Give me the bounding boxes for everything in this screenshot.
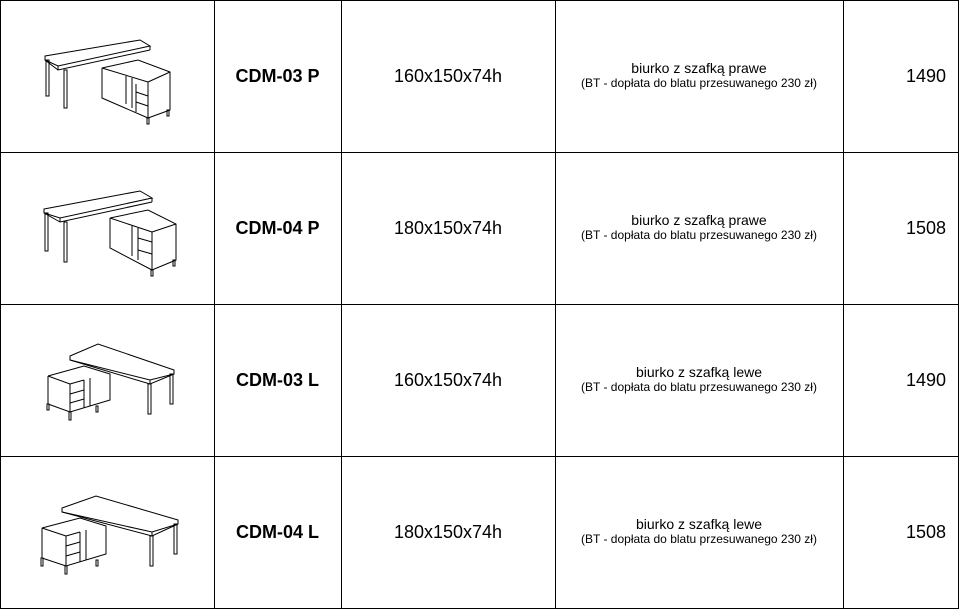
- product-price-text: 1508: [905, 217, 946, 238]
- product-price: [843, 456, 958, 608]
- product-code-text: CDM-03 L: [235, 369, 319, 390]
- description-line-2: (BT - dopłata do blatu przesuwanego 230 zł): [581, 76, 817, 90]
- description-line-2: (BT - dopłata do blatu przesuwanego 230 zł): [581, 228, 817, 242]
- product-price: [843, 152, 958, 304]
- product-code-text: CDM-04 P: [235, 217, 320, 238]
- desk-with-cabinet-right-icon: [0, 0, 214, 152]
- product-size: [341, 152, 555, 304]
- product-price: [843, 304, 958, 456]
- desk-with-cabinet-left-icon: [0, 304, 214, 456]
- product-price-text: 1490: [905, 65, 946, 86]
- description-line-1: biurko z szafką prawe: [631, 212, 767, 228]
- product-code: [214, 304, 341, 456]
- product-code: [214, 456, 341, 608]
- desk-with-cabinet-right-icon: [0, 152, 214, 304]
- product-price: [843, 0, 958, 152]
- product-size-text: 160x150x74h: [393, 65, 503, 86]
- description-line-2: (BT - dopłata do blatu przesuwanego 230 zł): [581, 380, 817, 394]
- product-code-text: CDM-03 P: [235, 65, 320, 86]
- product-code: [214, 152, 341, 304]
- product-image-row-2: [0, 152, 214, 304]
- product-image-row-3: [0, 304, 214, 456]
- product-size-text: 180x150x74h: [393, 521, 503, 542]
- description-line-1: biurko z szafką lewe: [635, 364, 763, 380]
- description-line-1: biurko z szafką lewe: [635, 516, 763, 532]
- description-line-2: (BT - dopłata do blatu przesuwanego 230 zł): [581, 532, 817, 546]
- product-image-row-4: [0, 456, 214, 608]
- product-size: [341, 456, 555, 608]
- product-price-text: 1490: [905, 369, 946, 390]
- product-size-text: 180x150x74h: [393, 217, 503, 238]
- product-size: [341, 0, 555, 152]
- description-line-1: biurko z szafką prawe: [631, 60, 767, 76]
- product-description: [555, 0, 843, 152]
- desk-with-cabinet-left-icon: [0, 456, 214, 608]
- product-description: [555, 304, 843, 456]
- product-description: [555, 456, 843, 608]
- product-size: [341, 304, 555, 456]
- product-code: [214, 0, 341, 152]
- product-description: [555, 152, 843, 304]
- product-code-text: CDM-04 L: [235, 521, 319, 542]
- product-size-text: 160x150x74h: [393, 369, 503, 390]
- product-image-row-1: [0, 0, 214, 152]
- product-price-text: 1508: [905, 521, 946, 542]
